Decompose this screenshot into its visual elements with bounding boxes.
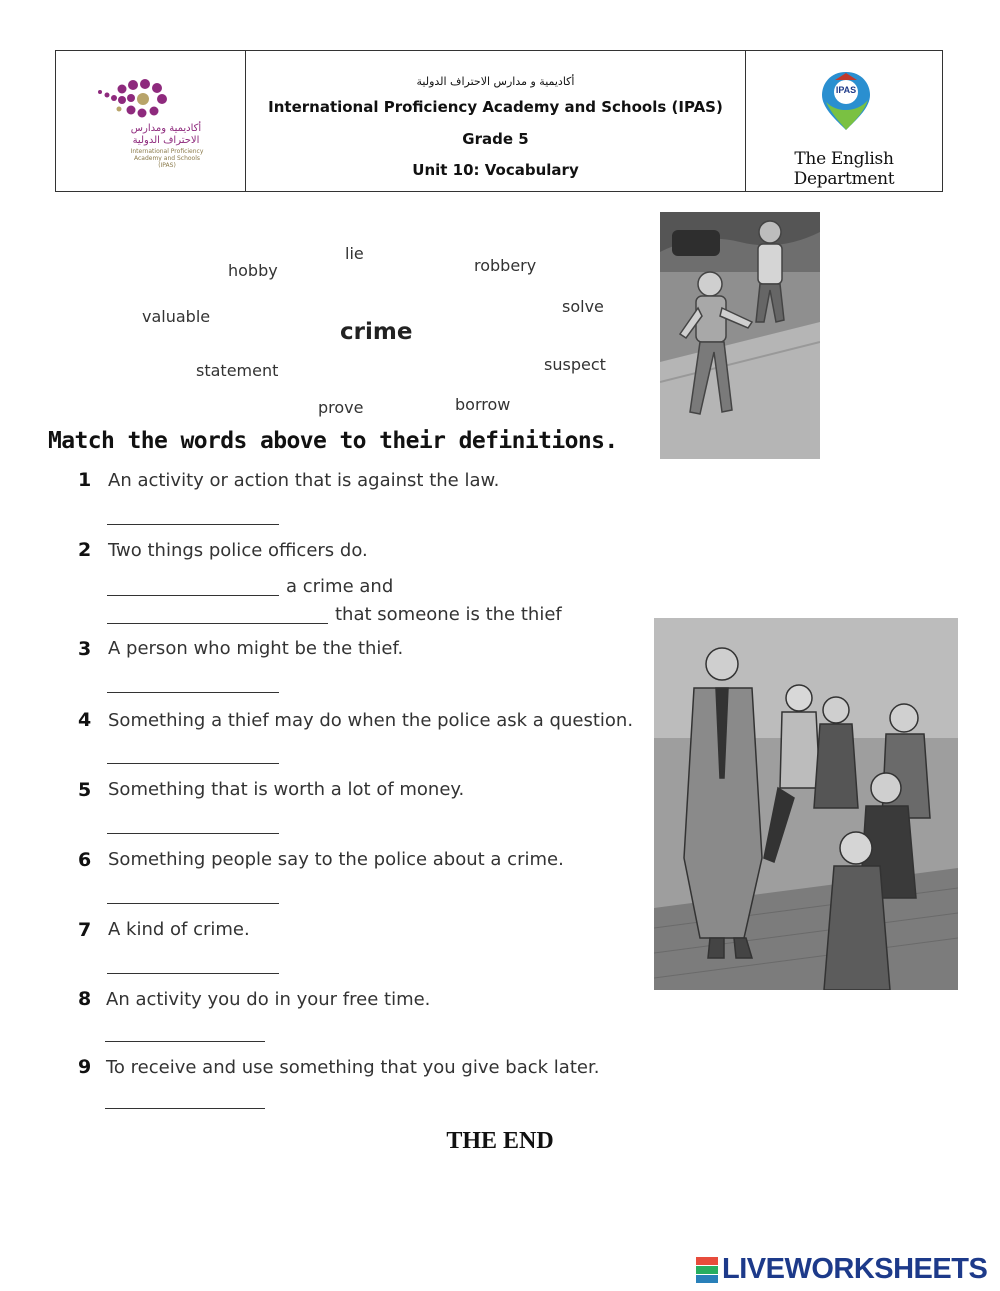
- question-number: 1: [78, 469, 92, 491]
- department-cell: [746, 51, 942, 191]
- illustration-running-boy: [660, 212, 820, 459]
- answer-blank-5[interactable]: [107, 833, 279, 834]
- question-definition: A kind of crime.: [108, 919, 250, 940]
- word-solve: solve: [562, 297, 604, 316]
- word-prove: prove: [318, 398, 364, 417]
- question-2-line2-text: that someone is the thief: [335, 604, 562, 625]
- school-logo-cell: [56, 51, 246, 191]
- word-hobby: hobby: [228, 261, 278, 280]
- liveworksheets-wordmark: LIVEWORKSHEETS: [722, 1253, 988, 1285]
- question-number: 6: [78, 849, 92, 871]
- answer-blank-2a[interactable]: [107, 595, 279, 596]
- answer-blank-7[interactable]: [107, 973, 279, 974]
- ipas-pin-logo: [816, 68, 876, 134]
- instruction-heading: Match the words above to their definitions.: [48, 428, 618, 454]
- question-definition: Two things police officers do.: [108, 540, 368, 561]
- answer-blank-4[interactable]: [107, 763, 279, 764]
- word-statement: statement: [196, 361, 279, 380]
- school-logo-english: International Proficiency Academy and Schools (IPAS): [130, 148, 204, 169]
- grade-label: Grade 5: [462, 130, 529, 148]
- illustration-detective-scene: [654, 618, 958, 990]
- word-robbery: robbery: [474, 256, 537, 275]
- word-lie: lie: [345, 244, 364, 263]
- answer-blank-6[interactable]: [107, 903, 279, 904]
- answer-blank-2b[interactable]: [107, 623, 328, 624]
- question-definition: Something a thief may do when the police ask a question.: [108, 710, 634, 731]
- school-name: International Proficiency Academy and Schools (IPAS): [268, 98, 723, 116]
- answer-blank-9[interactable]: [105, 1108, 265, 1109]
- word-borrow: borrow: [455, 395, 511, 414]
- question-number: 7: [78, 919, 92, 941]
- word-valuable: valuable: [142, 307, 211, 326]
- question-definition: An activity you do in your free time.: [106, 989, 431, 1010]
- answer-blank-3[interactable]: [107, 692, 279, 693]
- liveworksheets-icon: [696, 1257, 718, 1283]
- question-number: 3: [78, 638, 92, 660]
- question-definition: A person who might be the thief.: [108, 638, 404, 659]
- arabic-school-name: أكاديمية و مدارس الاحتراف الدولية: [416, 75, 575, 88]
- question-number: 8: [78, 988, 92, 1010]
- the-end-label: THE END: [446, 1128, 554, 1154]
- question-definition: An activity or action that is against the law.: [108, 470, 500, 491]
- question-2-line1-text: a crime and: [286, 576, 394, 597]
- liveworksheets-brand: [696, 1253, 987, 1286]
- school-logo-arabic: أكاديمية ومدارس الاحتراف الدولية: [130, 123, 202, 146]
- question-definition: Something people say to the police about a crime.: [108, 849, 564, 870]
- question-number: 9: [78, 1056, 92, 1078]
- question-number: 2: [78, 539, 92, 561]
- school-logo: [56, 51, 246, 191]
- question-definition: To receive and use something that you give back later.: [106, 1057, 600, 1078]
- answer-blank-1[interactable]: [107, 524, 279, 525]
- question-definition: Something that is worth a lot of money.: [108, 779, 465, 800]
- word-crime: crime: [340, 319, 413, 345]
- unit-title: Unit 10: Vocabulary: [412, 161, 579, 179]
- header-title-cell: [246, 51, 746, 191]
- department-name: The English Department: [793, 149, 895, 189]
- question-number: 5: [78, 779, 92, 801]
- header-table: [55, 50, 943, 192]
- ipas-logo-text: IPAS: [835, 85, 857, 95]
- question-number: 4: [78, 709, 92, 731]
- word-suspect: suspect: [544, 355, 606, 374]
- answer-blank-8[interactable]: [105, 1041, 265, 1042]
